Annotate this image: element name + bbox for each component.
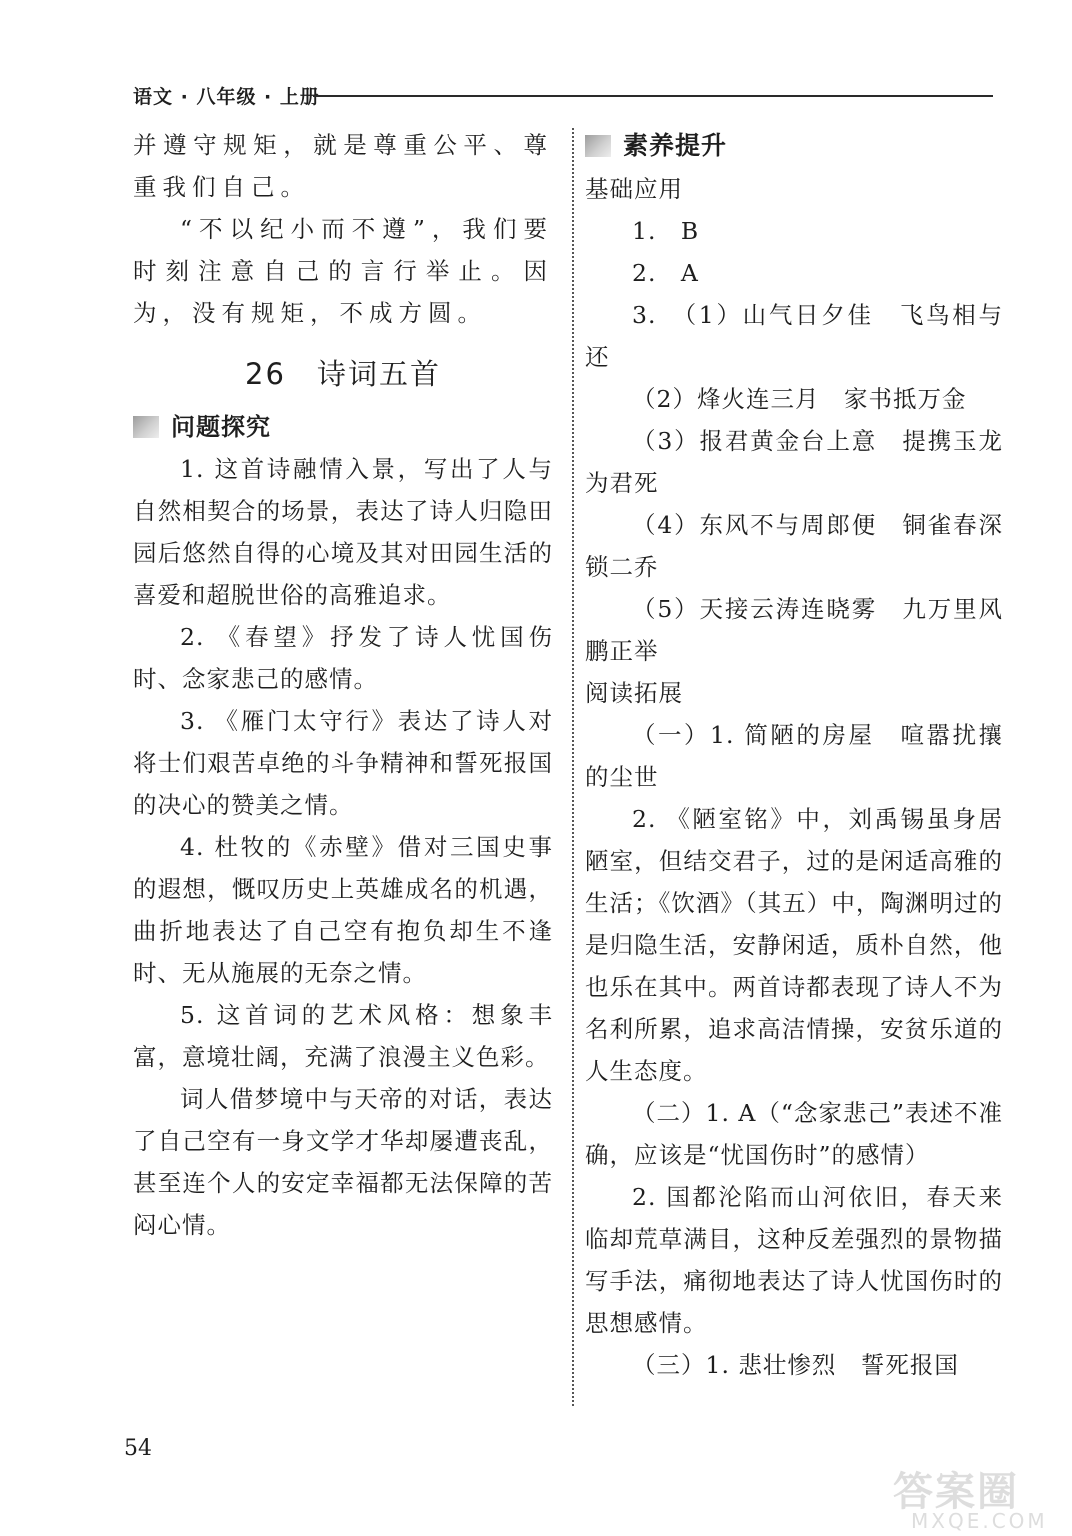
answer-paragraph: 1. 这首诗融情入景，写出了人与自然相契合的场景，表达了诗人归隐田园后悠然自得的心境及其对田园生活的喜爱和超脱世俗的高雅追求。 bbox=[133, 455, 553, 609]
subheading-basic: 基础应用 bbox=[585, 175, 683, 203]
basic-item: （4）东风不与周郎便 铜雀春深锁二乔 bbox=[585, 511, 1003, 581]
page-header bbox=[133, 84, 993, 114]
reading-item: （一）1. 简陋的房屋 喧嚣扰攘的尘世 bbox=[585, 721, 1003, 791]
reading-item: 2. 国都沦陷而山河依旧，春天来临却荒草满目，这种反差强烈的景物描写手法，痛彻地表达了诗人忧国伤时的思想感情。 bbox=[585, 1183, 1003, 1337]
watermark-text: 答案圈 bbox=[893, 1469, 1019, 1515]
watermark-url: MXQE.COM bbox=[911, 1509, 1048, 1533]
answer-paragraph: 2. 《春望》抒发了诗人忧国伤时、念家悲己的感情。 bbox=[133, 623, 553, 693]
watermark-logo bbox=[893, 1470, 1053, 1532]
answer-paragraph: 4. 杜牧的《赤壁》借对三国史事的遐想，慨叹历史上英雄成名的机遇，曲折地表达了自己空有抱负却生不逢时、无从施展的无奈之情。 bbox=[133, 833, 553, 987]
intro-paragraph: “不以纪小而不遵”，我们要时刻注意自己的言行举止。因为，没有规矩，不成方圆。 bbox=[133, 215, 553, 327]
column-divider bbox=[572, 128, 574, 1406]
basic-item: 2. A bbox=[632, 259, 699, 287]
heading-square-icon bbox=[585, 135, 611, 157]
answer-paragraph: 3. 《雁门太守行》表达了诗人对将士们艰苦卓绝的斗争精神和誓死报国的决心的赞美之情。 bbox=[133, 707, 553, 819]
reading-item: （二）1. A（“念家悲己”表述不准确，应该是“忧国伤时”的感情） bbox=[585, 1099, 1003, 1169]
right-column bbox=[585, 124, 1003, 1386]
heading-label: 问题探究 bbox=[171, 413, 271, 441]
heading-label: 素养提升 bbox=[623, 131, 728, 160]
heading-literacy-improvement bbox=[585, 124, 1003, 168]
answer-paragraph: 5. 这首词的艺术风格：想象丰富，意境壮阔，充满了浪漫主义色彩。 bbox=[133, 1001, 553, 1071]
basic-item: （2）烽火连三月 家书抵万金 bbox=[632, 385, 967, 413]
left-column bbox=[133, 124, 553, 1246]
basic-item: （3）报君黄金台上意 提携玉龙为君死 bbox=[585, 427, 1003, 497]
heading-square-icon bbox=[133, 416, 159, 438]
reading-item: （三）1. 悲壮惨烈 誓死报国 bbox=[632, 1351, 959, 1379]
header-rule bbox=[313, 95, 993, 97]
intro-paragraph: 并遵守规矩，就是尊重公平、尊重我们自己。 bbox=[133, 131, 553, 201]
answer-paragraph: 词人借梦境中与天帝的对话，表达了自己空有一身文学才华却屡遭丧乱，甚至连个人的安定幸福都无法保障的苦闷心情。 bbox=[133, 1085, 553, 1239]
basic-item: 1. B bbox=[632, 217, 700, 245]
subheading-reading: 阅读拓展 bbox=[585, 679, 683, 707]
header-title: 语文 · 八年级 · 上册 bbox=[133, 86, 320, 108]
section-title: 26 诗词五首 bbox=[245, 357, 441, 391]
reading-item: 2. 《陋室铭》中，刘禹锡虽身居陋室，但结交君子，过的是闲适高雅的生活；《饮酒》（其五）中，陶渊明过的是归隐生活，安静闲适，质朴自然，他也乐在其中。两首诗都表现了诗人不为名利所累，追求高洁情操，安贫乐道的人生态度。 bbox=[585, 805, 1003, 1085]
basic-item: （5）天接云涛连晓雾 九万里风鹏正举 bbox=[585, 595, 1003, 665]
page-number: 54 bbox=[124, 1436, 152, 1461]
heading-problem-inquiry bbox=[133, 406, 553, 448]
basic-item: 3. （1）山气日夕佳 飞鸟相与还 bbox=[585, 301, 1003, 371]
